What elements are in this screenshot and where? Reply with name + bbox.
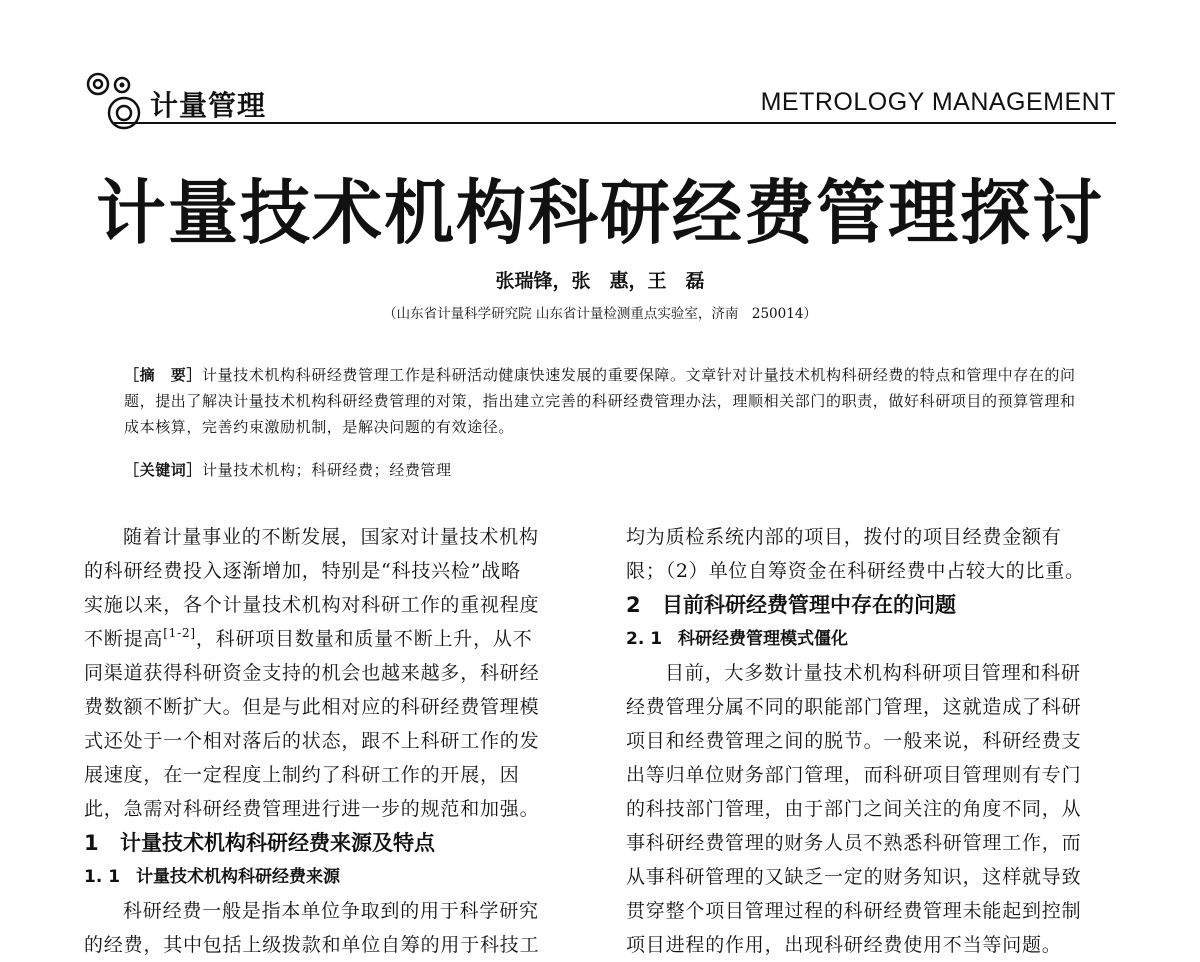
paragraph-line: 均为质检系统内部的项目，拨付的项目经费金额有	[626, 526, 1062, 548]
paragraph-line: 随着计量事业的不断发展，国家对计量技术机构	[123, 526, 539, 548]
article-authors: 张瑞锋，张 惠，王 磊	[495, 270, 705, 292]
citation-ref: [1-2]	[163, 626, 196, 640]
paragraph-line: 项目进程的作用，出现科研经费使用不当等问题。	[626, 934, 1062, 956]
abstract-label: ［摘 要］	[124, 366, 203, 384]
section-heading-2: 2 目前科研经费管理中存在的问题	[626, 593, 956, 617]
paragraph-line: 展速度，在一定程度上制约了科研工作的开展，因	[84, 764, 520, 786]
abstract	[124, 362, 1084, 440]
body-right-column	[626, 520, 1136, 962]
paragraph-line: 出等归单位财务部门管理，而科研项目管理则有专门	[626, 764, 1082, 786]
subsection-heading-2-1: 2. 1 科研经费管理模式僵化	[626, 629, 848, 649]
section-heading-1: 1 计量技术机构科研经费来源及特点	[84, 831, 435, 855]
paragraph-line: 事科研经费管理的财务人员不熟悉科研管理工作，而	[626, 832, 1082, 854]
paragraph-line: 实施以来，各个计量技术机构对科研工作的重视程度	[84, 594, 540, 616]
paragraph-line: 的经费，其中包括上级拨款和单位自筹的用于科技工	[84, 934, 540, 956]
keywords	[124, 457, 1084, 483]
paragraph-line: 限；（2）单位自筹资金在科研经费中占较大的比重。	[626, 560, 1085, 582]
article-affiliation: （山东省计量科学研究院 山东省计量检测重点实验室，济南 250014）	[383, 306, 817, 322]
paragraph-line: 费数额不断扩大。但是与此相对应的科研经费管理模	[84, 696, 540, 718]
paragraph-line: 目前，大多数计量技术机构科研项目管理和科研	[665, 662, 1081, 684]
paragraph-line: 科研经费一般是指本单位争取到的用于科学研究	[123, 900, 539, 922]
paragraph-line: 项目和经费管理之间的脱节。一般来说，科研经费支	[626, 730, 1082, 752]
body-left-column	[84, 520, 594, 962]
paragraph-line: 式还处于一个相对落后的状态，跟不上科研工作的发	[84, 730, 540, 752]
paragraph-line: 的科研经费投入逐渐增加，特别是“科技兴检”战略	[84, 560, 521, 582]
paragraph-line: 经费管理分属不同的职能部门管理，这就造成了科研	[626, 696, 1082, 718]
paragraph-line: 此，急需对科研经费管理进行进一步的规范和加强。	[84, 798, 540, 820]
paragraph-line: 的科技部门管理，由于部门之间关注的角度不同，从	[626, 798, 1082, 820]
subsection-heading-1-1: 1. 1 计量技术机构科研经费来源	[84, 867, 340, 887]
paragraph-line: 从事科研管理的又缺乏一定的财务知识，这样就导致	[626, 866, 1082, 888]
journal-name-en: METROLOGY MANAGEMENT	[760, 88, 1116, 116]
paragraph-line-with-citation: 不断提高[1-2]，科研项目数量和质量不断上升，从不	[84, 626, 533, 650]
keywords-text: 计量技术机构；科研经费；经费管理	[202, 461, 452, 479]
journal-logo-icon	[84, 70, 150, 136]
journal-name-cn: 计量管理	[150, 89, 267, 122]
header-divider	[114, 122, 1116, 124]
article-title: 计量技术机构科研经费管理探讨	[96, 172, 1104, 254]
paragraph-line: 贯穿整个项目管理过程的科研经费管理未能起到控制	[626, 900, 1082, 922]
abstract-text: 计量技术机构科研经费管理工作是科研活动健康快速发展的重要保障。文章针对计量技术机构科研经费的特点和管理中存在的问题，提出了解决计量技术机构科研经费管理的对策，指出建立完善的科研经费管理办法，理顺相关部门的职责，做好科研项目的预算管理和成本核算，完善约束激励机制，是解决问题的有效途径。	[124, 366, 1076, 436]
keywords-label: ［关键词］	[124, 461, 203, 479]
paragraph-line: 同渠道获得科研资金支持的机会也越来越多，科研经	[84, 662, 540, 684]
